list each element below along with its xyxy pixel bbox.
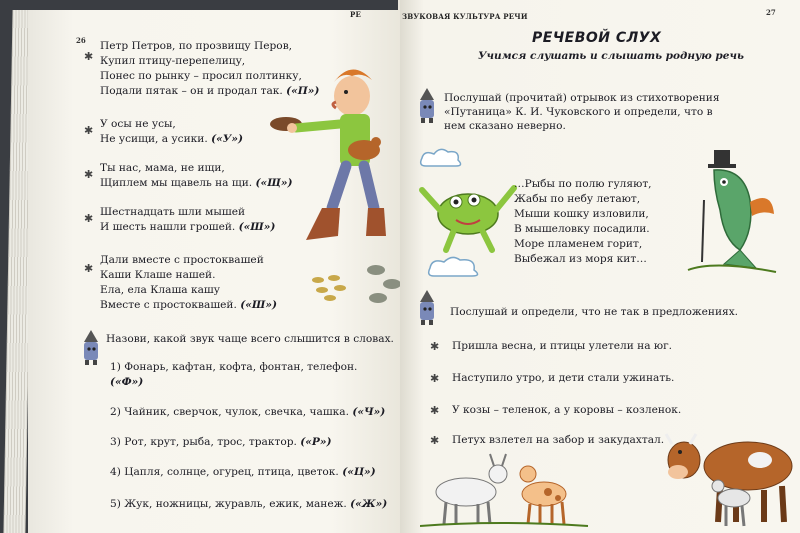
bullet-icon: ✱ — [430, 434, 440, 447]
sentence-line: Наступило утро, и дети стали ужинать. — [452, 372, 675, 384]
word-line: 3) Рот, крут, рыба, трос, трактор. («Р») — [110, 436, 332, 448]
rhyme-line: Понес по рынку – просил полтинку, — [100, 70, 302, 82]
sound-label: («Щ») — [255, 177, 293, 189]
poem-line: …Рыбы по полю гуляют, — [514, 178, 652, 190]
bullet-icon: ✱ — [430, 372, 440, 385]
pencil-character-icon — [416, 290, 438, 326]
rhyme-line: Не усищи, а усики. («У») — [100, 133, 243, 145]
bullet-icon: ✱ — [84, 168, 94, 181]
left-page — [28, 0, 406, 533]
rhyme-line: Петр Петров, по прозвищу Перов, — [100, 40, 293, 52]
word-line: 2) Чайник, сверчок, чулок, свечка, чашка. («Ч») — [110, 406, 386, 418]
running-head-right: ЗВУКОВАЯ КУЛЬТУРА РЕЧИ — [402, 12, 528, 21]
sentence-line: У козы – теленок, а у коровы – козленок. — [452, 404, 682, 416]
running-head-left: РЕ — [350, 10, 361, 19]
intro-line: Послушай (прочитай) отрывок из стихотворения — [444, 92, 720, 104]
page-number-left: 26 — [76, 36, 86, 45]
word-line — [110, 376, 143, 389]
page-number-right: 27 — [766, 8, 776, 17]
rhyme-line: Щиплем мы щавель на щи. («Щ») — [100, 177, 293, 189]
bullet-icon: ✱ — [430, 404, 440, 417]
pencil-character-icon — [80, 330, 102, 366]
rhyme-line: Каши Клаше нашей. — [100, 269, 216, 281]
page-subtitle: Учимся слушать и слышать родную речь — [478, 50, 744, 62]
poem-line: Мыши кошку изловили, — [514, 208, 649, 220]
sound-label: («Ш») — [238, 221, 276, 233]
poem-line: Выбежал из моря кит… — [514, 253, 647, 265]
cloud-illustration — [426, 254, 482, 280]
peter-character-illustration — [256, 58, 396, 258]
sound-label: («Ш») — [240, 299, 277, 311]
coins-illustration — [310, 272, 350, 302]
pencil-character-icon — [416, 88, 438, 124]
rhyme-line: Шестнадцать шли мышей — [100, 206, 246, 218]
sound-label: («Ф») — [110, 376, 144, 388]
mice-illustration — [364, 262, 404, 312]
sound-label: («Р») — [300, 436, 332, 448]
word-line: 1) Фонарь, кафтан, кофта, фонтан, телефон. — [110, 361, 358, 373]
bullet-icon: ✱ — [84, 262, 94, 275]
sentence-line: Пришла весна, и птицы улетели на юг. — [452, 340, 673, 352]
task-text: Послушай и определи, что не так в предложениях. — [450, 306, 739, 318]
word-line: 4) Цапля, солнце, огурец, птица, цветок. («Ц») — [110, 466, 376, 478]
task-text: Назови, какой звук чаще всего слышится в словах. — [106, 333, 394, 345]
poem-line: В мышеловку посадили. — [514, 223, 650, 235]
rhyme-line: Подали пятак – он и продал так. («П») — [100, 85, 320, 97]
intro-line: «Путаница» К. И. Чуковского и определи, что в — [444, 106, 713, 118]
sound-label: («Ж») — [350, 498, 388, 510]
sound-label: («Ч») — [352, 406, 386, 418]
bullet-icon: ✱ — [84, 124, 94, 137]
poem-line: Море пламенем горит, — [514, 238, 643, 250]
page-title: РЕЧЕВОЙ СЛУХ — [532, 30, 662, 46]
rhyme-line: Вместе с простоквашей. («Ш») — [100, 299, 277, 311]
intro-line: нем сказано неверно. — [444, 120, 566, 132]
rhyme-line: И шесть нашли грошей. («Ш») — [100, 221, 276, 233]
cow-and-goat-illustration — [664, 426, 800, 530]
rhyme-line: У осы не усы, — [100, 118, 176, 130]
fish-illustration — [684, 150, 780, 274]
rhyme-line: Дали вместе с простоквашей — [100, 254, 264, 266]
rhyme-line: Купил птицу-перепелицу, — [100, 55, 246, 67]
cloud-illustration — [418, 146, 464, 170]
word-line: 5) Жук, ножницы, журавль, ежик, манеж. («Ж») — [110, 498, 388, 510]
rhyme-line: Ты нас, мама, не ищи, — [100, 162, 225, 174]
poem-line: Жабы по небу летают, — [514, 193, 641, 205]
goat-and-calf-illustration — [420, 452, 590, 530]
rhyme-line: Ела, ела Клаша кашу — [100, 284, 220, 296]
bullet-icon: ✱ — [84, 212, 94, 225]
right-page — [400, 0, 800, 533]
sound-label: («П») — [286, 85, 320, 97]
top-shadow-left — [28, 0, 398, 10]
frog-illustration — [418, 170, 518, 254]
bullet-icon: ✱ — [430, 340, 440, 353]
sound-label: («У») — [211, 133, 243, 145]
sound-label: («Ц») — [342, 466, 376, 478]
sentence-line: Петух взлетел на забор и закудахтал. — [452, 434, 665, 446]
bullet-icon: ✱ — [84, 50, 94, 63]
